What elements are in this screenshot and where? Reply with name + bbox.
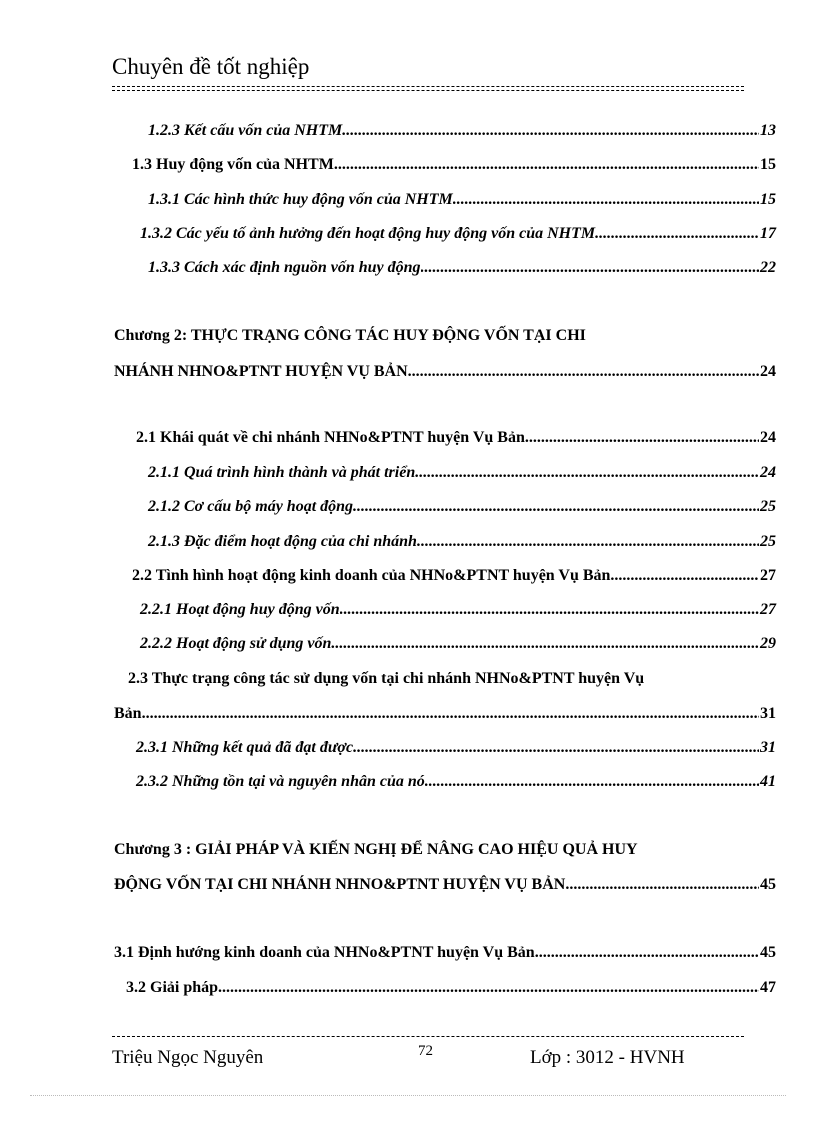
toc-entry-2-1-1[interactable]: [148, 463, 776, 483]
header-title: Chuyên đề tốt nghiệp: [112, 54, 310, 79]
toc-entry-2-1[interactable]: [136, 428, 776, 448]
dot-leader: [565, 875, 759, 895]
toc-entry-label: 2.3.1 Những kết quả đã đạt được: [136, 739, 354, 756]
toc-entry-label: 2.2 Tình hình hoạt động kinh doanh của NHNo&PTNT huyện Vụ Bản: [132, 567, 611, 584]
page-bottom-border: [30, 1095, 786, 1096]
dot-leader: [218, 978, 759, 998]
dot-leader: [342, 121, 759, 141]
toc-entry-page: 24: [760, 429, 776, 446]
toc-entry-2-2[interactable]: [132, 566, 776, 586]
toc-entry-label: 3.2 Giải pháp: [126, 979, 219, 996]
toc-entry-label: 2.3.2 Những tồn tại và nguyên nhân của nó: [136, 773, 425, 790]
dot-leader: [525, 428, 759, 448]
header-divider: [112, 86, 744, 87]
toc-entry-label: 2.1.3 Đặc điểm hoạt động của chi nhánh: [148, 533, 417, 550]
toc-entry-page: 27: [760, 601, 776, 618]
toc-entry-page: 45: [760, 944, 776, 961]
toc-entry-page: 31: [760, 739, 776, 756]
toc-entry-label: 2.1.1 Quá trình hình thành và phát triển: [148, 464, 416, 481]
toc-entry-label: 1.3 Huy động vốn của NHTM: [132, 156, 334, 173]
toc-entry-3-2[interactable]: [126, 978, 776, 998]
toc-entry-2-3-1[interactable]: [136, 738, 776, 758]
toc-entry-2-2-2[interactable]: [140, 634, 776, 654]
toc-entry-page: 25: [760, 498, 776, 515]
toc-entry-page: 47: [760, 979, 776, 996]
toc-entry-label: ĐỘNG VỐN TẠI CHI NHÁNH NHNO&PTNT HUYỆN VỤ BẢN: [114, 876, 566, 893]
toc-entry-2-2-1[interactable]: [140, 600, 776, 620]
toc-entry-2-3[interactable]: [114, 704, 776, 724]
footer-row: [112, 1045, 744, 1075]
toc-entry-page: 15: [760, 191, 776, 208]
footer-page-number: 72: [418, 1043, 433, 1059]
toc-entry-page: 22: [760, 259, 776, 276]
toc-entry-1-3[interactable]: [132, 155, 776, 175]
dot-leader: [340, 600, 759, 620]
dot-leader: [421, 258, 759, 278]
footer-divider: [112, 1036, 744, 1037]
toc-entry-label: 2.1.2 Cơ cấu bộ máy hoạt động: [148, 498, 354, 515]
toc-entry-label: 2.2.2 Hoạt động sử dụng vốn: [140, 635, 332, 652]
dot-leader: [417, 532, 759, 552]
toc-entry-page: 29: [760, 635, 776, 652]
page-footer: [112, 1036, 744, 1075]
toc-entry-label: 2.2.1 Hoạt động huy động vốn: [140, 601, 340, 618]
toc-entry-label: 1.3.3 Cách xác định nguồn vốn huy động: [148, 259, 421, 276]
toc-entry-page: 31: [760, 705, 776, 722]
footer-class: Lớp : 3012 - HVNH: [530, 1047, 685, 1068]
toc-entry-3-1[interactable]: [114, 943, 776, 963]
toc-entry-2-3-2[interactable]: [136, 772, 776, 792]
toc-entry-label: 1.2.3 Kết cấu vốn của NHTM: [148, 122, 343, 139]
chapter-2-heading[interactable]: Chương 2: THỰC TRẠNG CÔNG TÁC HUY ĐỘNG VỐN TẠI CHI: [114, 327, 586, 344]
dot-leader: [425, 772, 759, 792]
toc-entry-chapter-2[interactable]: [114, 362, 776, 382]
dot-leader: [353, 497, 759, 517]
toc-entry-label: Bản: [114, 705, 142, 722]
dot-leader: [535, 943, 759, 963]
toc-entry-page: 15: [760, 156, 776, 173]
toc-entry-page: 24: [760, 464, 776, 481]
dot-leader: [610, 566, 759, 586]
chapter-3-heading[interactable]: Chương 3 : GIẢI PHÁP VÀ KIẾN NGHỊ ĐỂ NÂNG CAO HIỆU QUẢ HUY: [114, 841, 638, 858]
toc-entry-1-2-3[interactable]: [148, 121, 776, 141]
toc-entry-1-3-2[interactable]: [140, 224, 776, 244]
toc-entry-label: 2.1 Khái quát về chi nhánh NHNo&PTNT huyện Vụ Bản: [136, 429, 525, 446]
page-header: [112, 52, 744, 91]
dot-leader: [453, 190, 759, 210]
toc-entry-page: 13: [760, 122, 776, 139]
toc-entry-page: 25: [760, 533, 776, 550]
toc-entry-2-1-3[interactable]: [148, 532, 776, 552]
toc-entry-page: 45: [760, 876, 776, 893]
toc-entry-page: 41: [760, 773, 776, 790]
dot-leader: [408, 362, 759, 382]
dot-leader: [331, 634, 759, 654]
header-divider-2: [112, 90, 744, 91]
toc-entry-1-3-1[interactable]: [148, 190, 776, 210]
toc-entry-label: 1.3.2 Các yếu tố ảnh hưởng đến hoạt động huy động vốn của NHTM: [140, 225, 596, 242]
toc-entry-2-3-line1[interactable]: 2.3 Thực trạng công tác sử dụng vốn tại chi nhánh NHNo&PTNT huyện Vụ: [128, 670, 645, 687]
dot-leader: [142, 704, 759, 724]
toc-entry-2-1-2[interactable]: [148, 497, 776, 517]
dot-leader: [353, 738, 759, 758]
toc-entry-page: 24: [760, 363, 776, 380]
dot-leader: [595, 224, 759, 244]
toc-entry-chapter-3[interactable]: [114, 875, 776, 895]
toc-entry-label: NHÁNH NHNO&PTNT HUYỆN VỤ BẢN: [114, 363, 408, 380]
toc-entry-page: 27: [760, 567, 776, 584]
toc-entry-label: 3.1 Định hướng kinh doanh của NHNo&PTNT huyện Vụ Bản: [114, 944, 535, 961]
toc-entry-page: 17: [760, 225, 776, 242]
toc-entry-label: 1.3.1 Các hình thức huy động vốn của NHTM: [148, 191, 453, 208]
toc-entry-1-3-3[interactable]: [148, 258, 776, 278]
dot-leader: [334, 155, 759, 175]
dot-leader: [415, 463, 759, 483]
footer-author: Triệu Ngọc Nguyên: [112, 1047, 264, 1068]
